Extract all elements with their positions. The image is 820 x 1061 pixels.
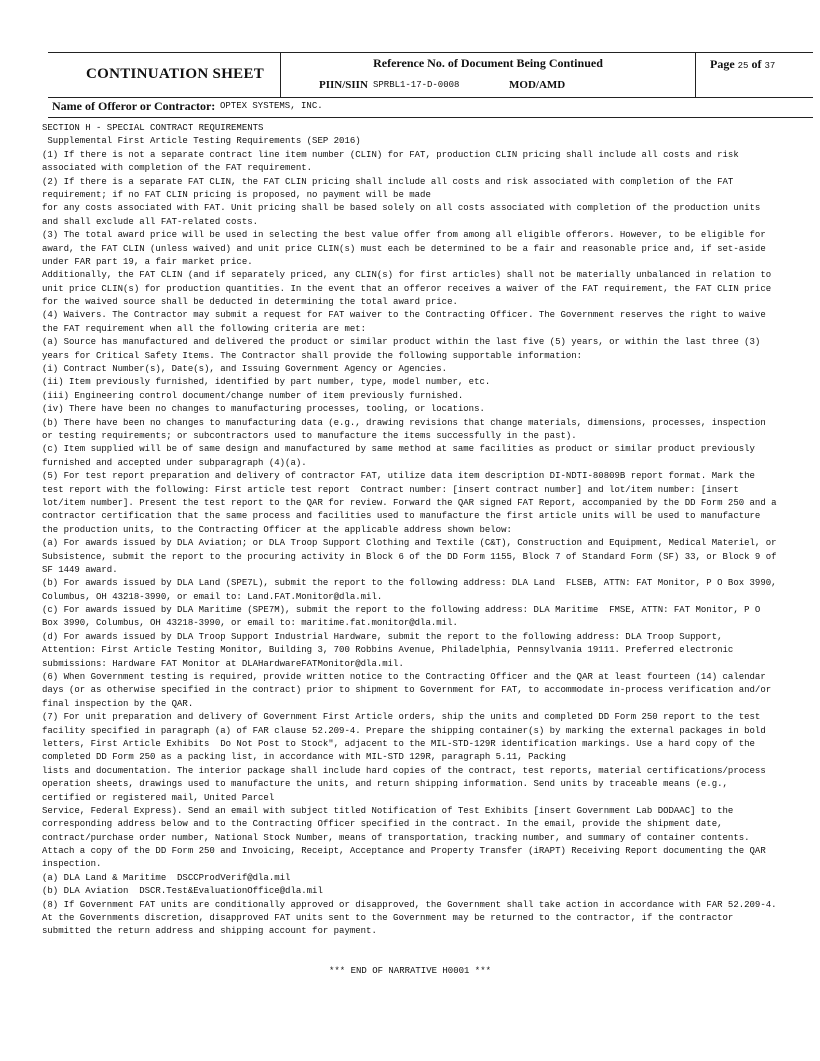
narrative-line: (3) The total award price will be used in selecting the best value offer from among all eligible offerors. However, to be eligible for xyxy=(42,230,766,241)
narrative-line: final inspection by the QAR. xyxy=(42,698,194,709)
narrative-line: Supplemental First Article Testing Requirements (SEP 2016) xyxy=(42,136,361,147)
narrative-line: lists and documentation. The interior package shall include hard copies of the contract, test reports, material certifications/process xyxy=(42,765,766,776)
narrative-line: or testing requirements; or subcontractors used to manufacture the items successfully in the past). xyxy=(42,430,577,441)
continuation-sheet-title: CONTINUATION SHEET xyxy=(86,66,265,82)
narrative-line: (iv) There have been no changes to manufacturing processes, tooling, or locations. xyxy=(42,404,485,415)
narrative-line: (2) If there is a separate FAT CLIN, the FAT CLIN pricing shall include all costs and risk associated with completion of the FAT xyxy=(42,176,734,187)
narrative-line: (6) When Government testing is required, provide written notice to the Contracting Officer and the QAR at least fourteen (14) calendar xyxy=(42,672,766,683)
narrative-line: under FAR part 19, a fair market price. xyxy=(42,256,253,267)
piin-value: SPRBL1-17-D-0008 xyxy=(373,80,460,90)
narrative-line: award, the FAT CLIN (unless waived) and unit price CLIN(s) must each be determined to be a fair and reasonable price and, if set-aside xyxy=(42,243,766,254)
narrative-line: At the Governments discretion, disapproved FAT units sent to the Government may be returned to the contractor, if the contractor xyxy=(42,913,734,924)
narrative-line: (b) DLA Aviation DSCR.Test&EvaluationOffice@dla.mil xyxy=(42,886,323,897)
narrative-line: (iii) Engineering control document/change number of item previously furnished. xyxy=(42,390,464,401)
narrative-line: lot/item number]. Present the test report to the QAR for review. Forward the QAR signed FAT Report, accompanied by the DD Form 250 and a xyxy=(42,497,777,508)
narrative-line: (a) DLA Land & Maritime DSCCProdVerif@dla.mil xyxy=(42,872,291,883)
header-page-cell xyxy=(694,53,813,97)
narrative-line: SECTION H - SPECIAL CONTRACT REQUIREMENTS xyxy=(42,123,264,133)
narrative-line: (5) For test report preparation and delivery of contractor FAT, utilize data item description DI-NDTI-80809B report format. Mark the xyxy=(42,471,755,482)
narrative-line: facility specified in paragraph (a) of FAR clause 52.209-4. Prepare the shipping container(s) by marking the external packages in bold xyxy=(42,725,766,736)
mod-amd-label: MOD/AMD xyxy=(509,79,566,91)
narrative-line: certified or registered mail, United Parcel xyxy=(42,792,275,803)
header-reference-cell xyxy=(280,53,696,97)
narrative-line: (c) Item supplied will be of same design and manufactured by same method at same facilities as product or similar product previously xyxy=(42,444,755,455)
narrative-line: contract/purchase order number, National Stock Number, means of transportation, tracking number, and summary of container contents. xyxy=(42,832,750,843)
narrative-line: Service, Federal Express). Send an email with subject titled Notification of Test Exhibits [insert Government Lab DODAAC] to the xyxy=(42,805,734,816)
narrative-line: associated with completion of the FAT requirement. xyxy=(42,163,313,174)
narrative-line: for any costs associated with FAT. Unit pricing shall be based solely on all costs associated with completion of the production units xyxy=(42,203,761,214)
narrative-line: (7) For unit preparation and delivery of Government First Article orders, ship the units and completed DD Form 250 report to the test xyxy=(42,712,761,723)
offeror-row xyxy=(48,97,813,118)
narrative-line: and shall exclude all FAT-related costs. xyxy=(42,216,259,227)
narrative-line: days (or as otherwise specified in the contract) prior to shipment to Government for FAT, to accommodate in-process verification and/or xyxy=(42,685,772,696)
page-of-label: of xyxy=(751,57,762,71)
narrative-line: (b) There have been no changes to manufacturing data (e.g., drawing revisions that change materials, dimensions, processes, inspection xyxy=(42,417,766,428)
narrative-line: (c) For awards issued by DLA Maritime (SPE7M), submit the report to the following address: DLA Maritime FMSE, ATTN: FAT Monitor, P O xyxy=(42,605,761,616)
narrative-line: (8) If Government FAT units are conditionally approved or disapproved, the Government shall take action in accordance with FAR 52.209-4. xyxy=(42,899,777,910)
narrative-line: (d) For awards issued by DLA Troop Support Industrial Hardware, submit the report to the following address: DLA Troop Support, xyxy=(42,631,723,642)
narrative-line: corresponding address below and to the Contracting Officer specified in the contract. In the email, provide the shipment date, xyxy=(42,819,723,830)
page-indicator xyxy=(710,57,775,72)
narrative-body xyxy=(42,122,814,939)
narrative-line: Additionally, the FAT CLIN (and if separately priced, any CLIN(s) for first articles) shall not be materially unbalanced in relation to xyxy=(42,270,772,281)
narrative-line: SF 1449 award. xyxy=(42,564,118,575)
narrative-line: Attach a copy of the DD Form 250 and Invoicing, Receipt, Acceptance and Property Transfer (iRAPT) Receiving Report documenting the QAR xyxy=(42,846,766,857)
narrative-line: contractor certification that the same process and facilities used to manufacture the first article units will be used to manufacture xyxy=(42,511,761,522)
narrative-line: letters, First Article Exhibits Do Not Post to Stock", adjacent to the MIL-STD-129R identification markings. Use a hard copy of the xyxy=(42,738,755,749)
page-label: Page xyxy=(710,57,735,71)
narrative-line: unit price CLIN(s) for production quantities. In the event that an offeror receives a waiver of the FAT requirement, the FAT CLIN price xyxy=(42,283,772,294)
reference-title: Reference No. of Document Being Continued xyxy=(373,56,603,70)
page-current: 25 xyxy=(737,61,749,71)
narrative-line: (b) For awards issued by DLA Land (SPE7L), submit the report to the following address: DLA Land FLSEB, ATTN: FAT Monitor, P O Box 3990, xyxy=(42,578,777,589)
narrative-line: for the waived source shall be deducted in determining the total award price. xyxy=(42,297,458,308)
narrative-line: Columbus, OH 43218-3990, or email to: Land.FAT.Monitor@dla.mil. xyxy=(42,591,383,602)
narrative-line: Box 3990, Columbus, OH 43218-3990, or email to: maritime.fat.monitor@dla.mil. xyxy=(42,618,458,629)
page-total: 37 xyxy=(764,61,776,71)
narrative-line: the FAT requirement when all the following criteria are met: xyxy=(42,323,367,334)
narrative-line: (i) Contract Number(s), Date(s), and Issuing Government Agency or Agencies. xyxy=(42,364,448,375)
narrative-line: inspection. xyxy=(42,859,102,870)
narrative-line: (1) If there is not a separate contract line item number (CLIN) for FAT, production CLIN pricing shall include all costs and risk xyxy=(42,149,739,160)
narrative-line: requirement; if no FAT CLIN pricing is proposed, no payment will be made xyxy=(42,189,431,200)
offeror-name: OPTEX SYSTEMS, INC. xyxy=(220,101,323,111)
offeror-label: Name of Offeror or Contractor: xyxy=(52,99,216,113)
narrative-line: the production units, to the Contracting Officer at the applicable address shown below: xyxy=(42,524,512,535)
narrative-line: (4) Waivers. The Contractor may submit a request for FAT waiver to the Contracting Officer. The Government reserves the right to waive xyxy=(42,310,766,321)
end-of-narrative: *** END OF NARRATIVE H0001 *** xyxy=(328,966,492,976)
piin-label: PIIN/SIIN xyxy=(319,79,368,91)
narrative-line: furnished and accepted under subparagraph (4)(a). xyxy=(42,457,307,468)
narrative-line: (a) For awards issued by DLA Aviation; or DLA Troop Support Clothing and Textile (C&T), Construction and Equipment, Medical Materiel, or xyxy=(42,538,777,549)
narrative-line: (ii) Item previously furnished, identified by part number, type, model number, etc. xyxy=(42,377,491,388)
document-header xyxy=(48,52,813,98)
narrative-line: years for Critical Safety Items. The Contractor shall provide the following supportable information: xyxy=(42,350,583,361)
narrative-line: (a) Source has manufactured and delivered the product or similar product within the last five (5) years, or within the last three (3) xyxy=(42,337,761,348)
narrative-line: Subsistence, submit the report to the procuring activity in Block 6 of the DD Form 1155, Block 7 of Standard Form (SF) 33, or Block 9 of xyxy=(42,551,777,562)
header-title-cell xyxy=(48,53,280,97)
narrative-line: test report with the following: First article test report Contract number: [insert contract number] and lot/item number: [insert xyxy=(42,484,739,495)
narrative-line: completed DD Form 250 as a packing list, in accordance with MIL-STD 129R, paragraph 5.11, Packing xyxy=(42,752,566,763)
narrative-line: submissions: Hardware FAT Monitor at DLAHardwareFATMonitor@dla.mil. xyxy=(42,658,404,669)
narrative-line: submitted the return address and shipping account for payment. xyxy=(42,926,377,937)
narrative-line: Attention: First Article Testing Monitor, Building 3, 700 Robbins Avenue, Philadelphia, Pennsylvania 19111. Preferred electronic xyxy=(42,645,734,656)
narrative-line: operation sheets, drawings used to manufacture the units, and return shipping information. Send units by traceable means (e.g., xyxy=(42,779,728,790)
